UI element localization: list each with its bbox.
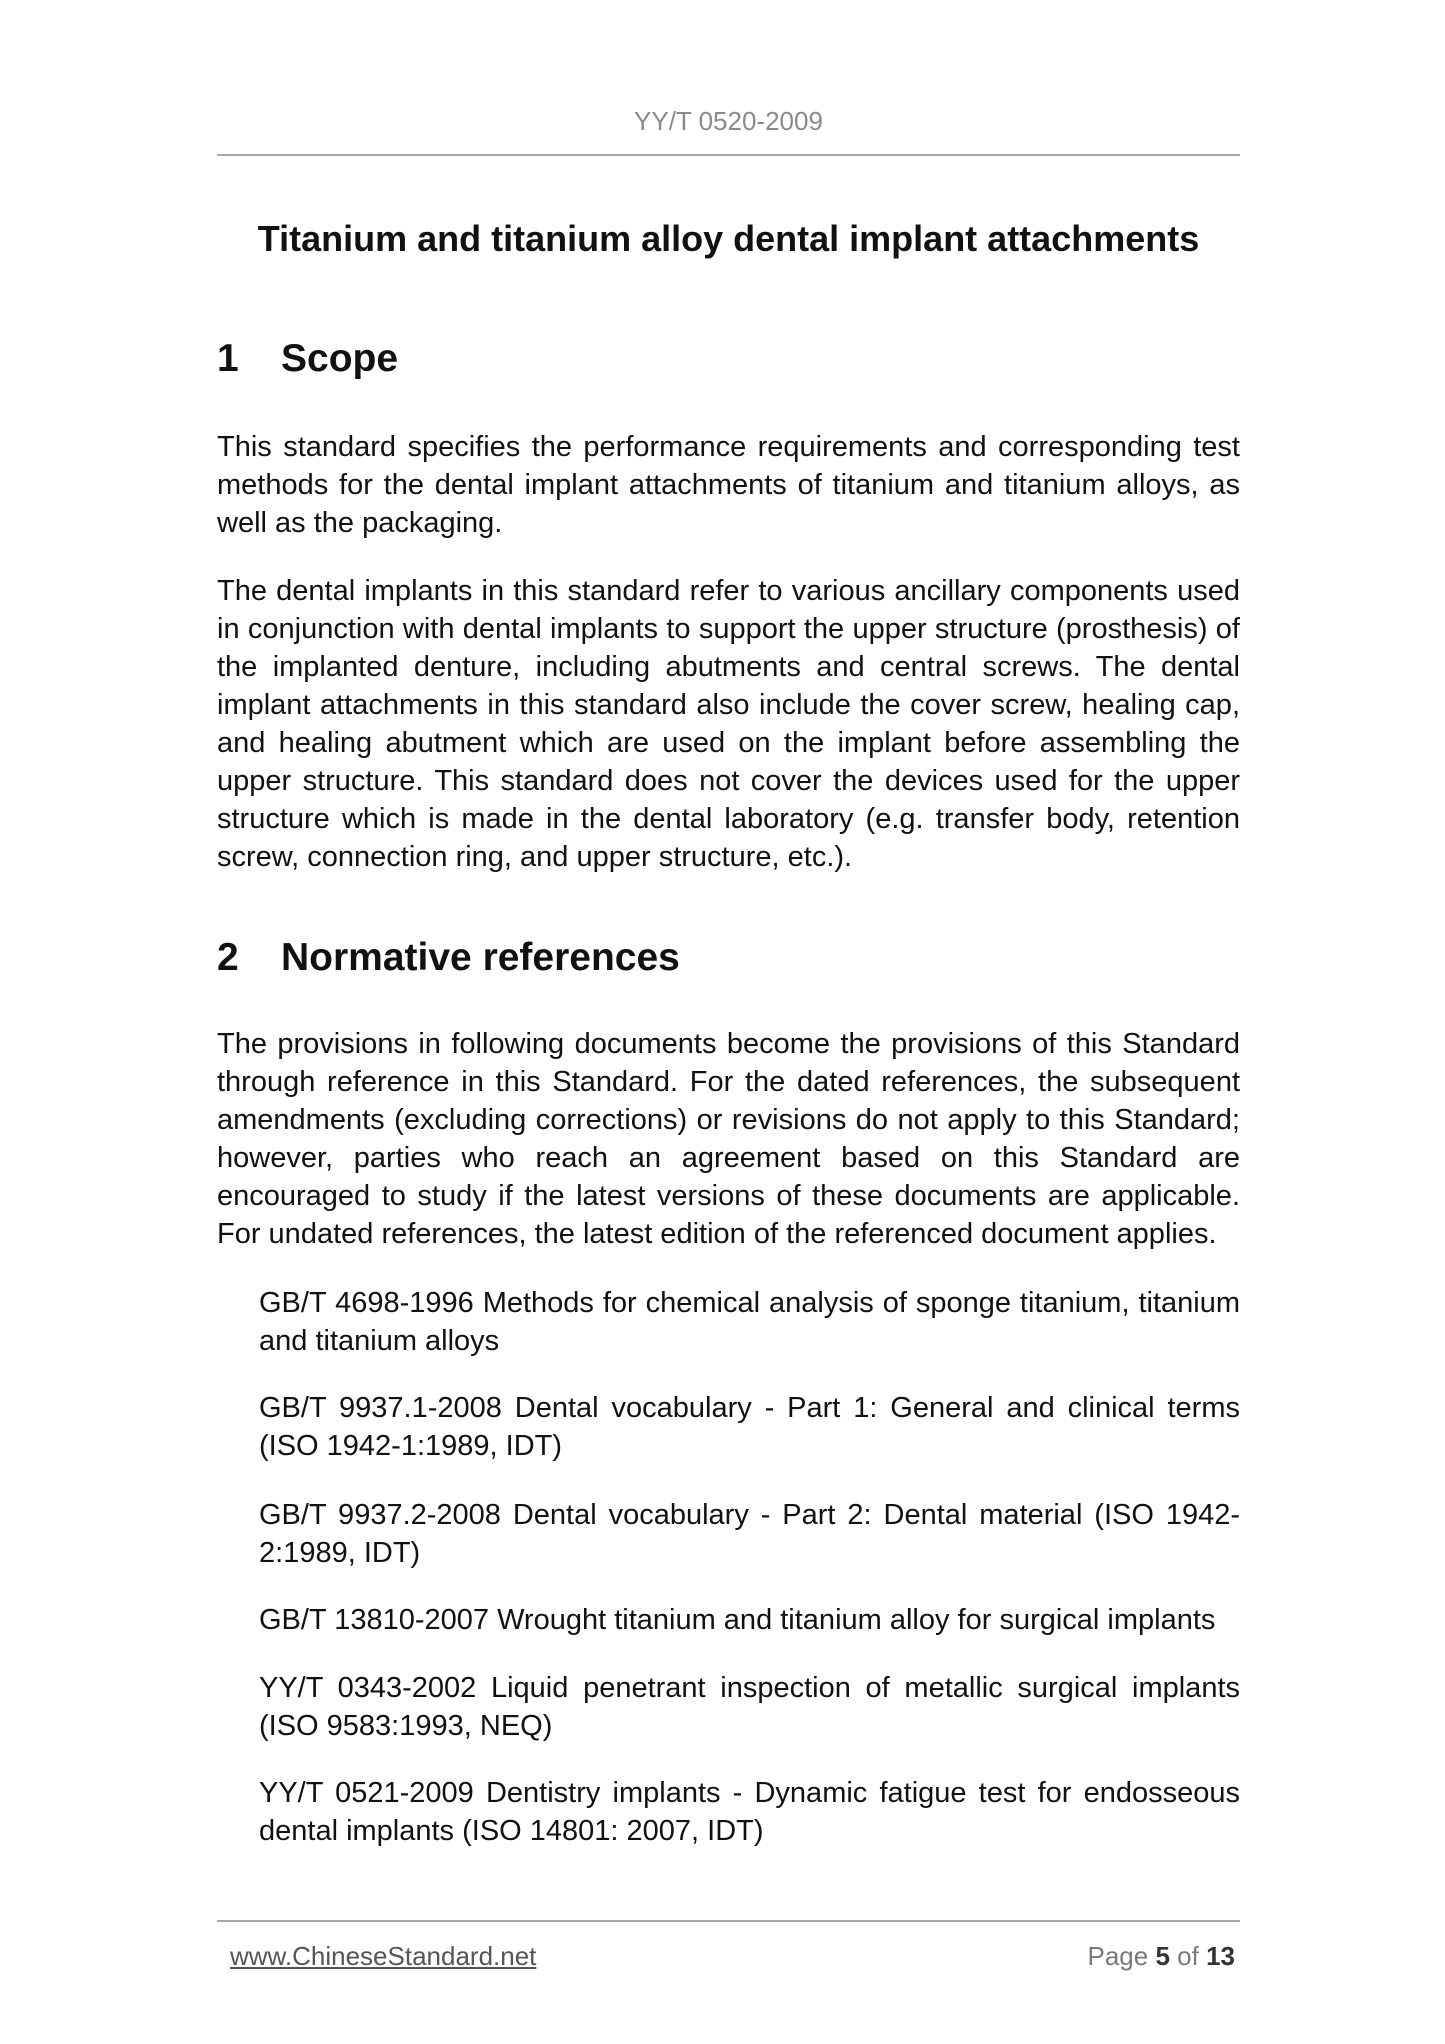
current-page-number: 5	[1155, 1941, 1170, 1971]
section-1-title: Scope	[281, 337, 399, 380]
total-pages: 13	[1206, 1941, 1235, 1971]
section-2-number: 2	[217, 936, 239, 979]
reference-item: GB/T 9937.2-2008 Dental vocabulary - Part 2: Dental material (ISO 1942-2:1989, IDT)	[259, 1499, 1240, 1569]
reference-item: GB/T 4698-1996 Methods for chemical analysis of sponge titanium, titanium and titanium alloys	[259, 1287, 1240, 1357]
header-divider	[217, 154, 1240, 156]
scope-paragraph-1: This standard specifies the performance requirements and corresponding test methods for the dental implant attachments of titanium and titanium alloys, as well as the packaging.	[217, 431, 1240, 539]
reference-item: GB/T 9937.1-2008 Dental vocabulary - Part 1: General and clinical terms (ISO 1942-1:1989, IDT)	[259, 1392, 1240, 1462]
page-label: Page	[1087, 1941, 1149, 1971]
reference-item: YY/T 0343-2002 Liquid penetrant inspection of metallic surgical implants (ISO 9583:1993, NEQ)	[259, 1672, 1240, 1742]
section-1-heading	[217, 335, 1240, 383]
scope-paragraph-2: The dental implants in this standard refer to various ancillary components used in conjunction with dental implants to support the upper structure (prosthesis) of the implanted denture, including abutments and central screws. The dental implant attachments in this standard also include the cover screw, healing cap, and healing abutment which are used on the implant before assembling the upper structure. This standard does not cover the devices used for the upper structure which is made in the dental laboratory (e.g. transfer body, retention screw, connection ring, and upper structure, etc.).	[217, 575, 1240, 873]
reference-item: GB/T 13810-2007 Wrought titanium and titanium alloy for surgical implants	[259, 1604, 1216, 1636]
normative-intro-paragraph: The provisions in following documents become the provisions of this Standard through reference in this Standard. For the dated references, the subsequent amendments (excluding corrections) or revisions do not apply to this Standard; however, parties who reach an agreement based on this Standard are encouraged to study if the latest versions of these documents are applicable. For undated references, the latest edition of the referenced document applies.	[217, 1028, 1240, 1250]
of-label: of	[1177, 1941, 1199, 1971]
reference-item: YY/T 0521-2009 Dentistry implants - Dynamic fatigue test for endosseous dental implants (ISO 14801: 2007, IDT)	[259, 1777, 1240, 1847]
section-2-heading	[217, 934, 1240, 982]
page-indicator	[1087, 1940, 1235, 1972]
section-2-title: Normative references	[281, 936, 680, 979]
header-doc-code: YY/T 0520-2009	[634, 106, 823, 136]
section-1-number: 1	[217, 337, 239, 380]
footer-site-link[interactable]: www.ChineseStandard.net	[230, 1941, 537, 1971]
document-title: Titanium and titanium alloy dental implant attachments	[257, 218, 1200, 259]
footer-divider	[217, 1920, 1240, 1922]
